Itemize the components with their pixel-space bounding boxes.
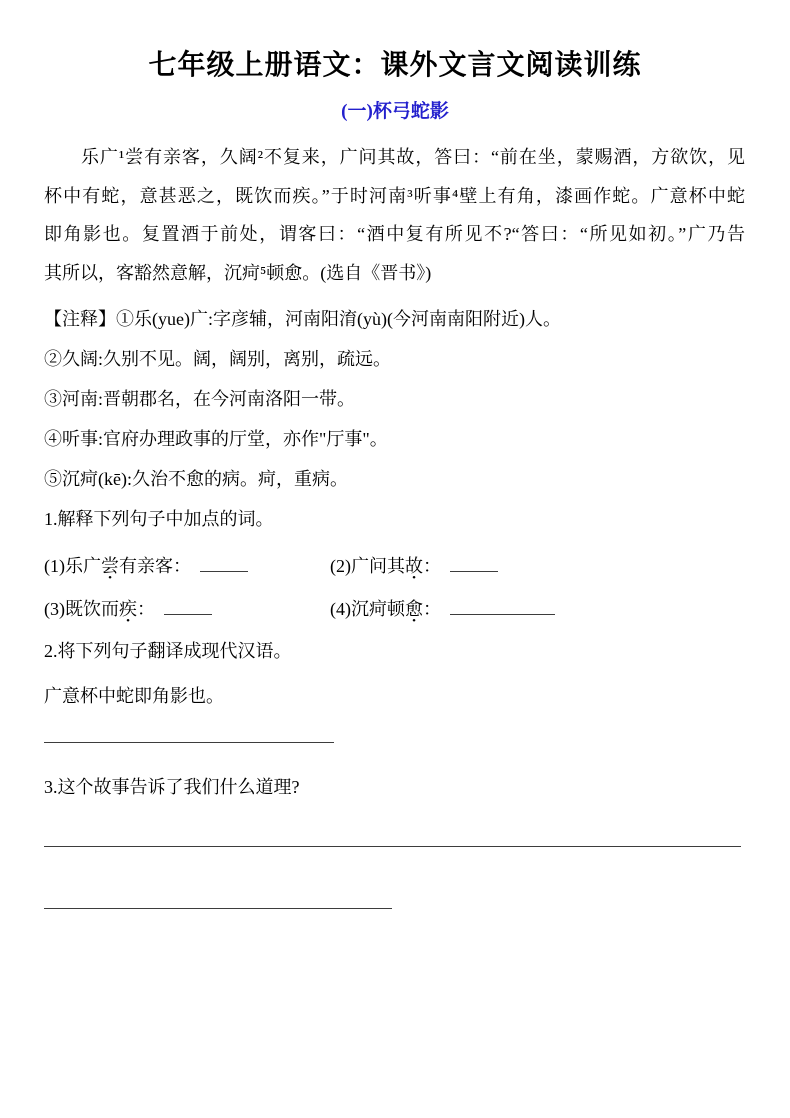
item-text: (1)乐广 [44, 556, 101, 576]
emphasized-char: 故 [405, 556, 423, 576]
note-3: ③河南:晋朝郡名，在今河南洛阳一带。 [44, 389, 355, 409]
question-1-row [44, 597, 745, 621]
note-4: ④听事:官府办理政事的厅堂，亦作"厅事"。 [44, 429, 388, 449]
annotations-section [44, 308, 745, 490]
item-text: ： [423, 599, 441, 619]
item-text: (3)既饮而 [44, 599, 119, 619]
emphasized-char: 疾 [119, 599, 137, 619]
question-1-item-1 [44, 554, 330, 578]
answer-line [44, 742, 334, 743]
emphasized-char: 尝 [101, 556, 119, 576]
question-1-item-2 [330, 554, 498, 578]
passage-line: 杯中有蛇，意甚恶之，既饮而疾。”于时河南³听事⁴壁上有角，漆画作蛇。广意杯中蛇 [44, 185, 745, 206]
answer-line [44, 846, 741, 847]
item-text: ： [137, 599, 155, 619]
note-1: 【注释】①乐(yue)广:字彦辅，河南阳淯(yù)(今河南南阳附近)人。 [44, 309, 561, 329]
question-2-prompt: 2.将下列句子翻译成现代汉语。 [44, 641, 292, 661]
answer-blank [200, 554, 248, 572]
answer-blank [450, 597, 555, 615]
question-1-prompt: 1.解释下列句子中加点的词。 [44, 509, 274, 529]
question-1-item-4 [330, 597, 555, 621]
classical-passage [44, 138, 745, 292]
item-text: ： [423, 556, 441, 576]
question-2-sentence: 广意杯中蛇即角影也。 [44, 686, 224, 706]
item-text: (2)广问其 [330, 556, 405, 576]
section-subtitle: (一)杯弓蛇影 [341, 101, 449, 122]
note-2: ②久阔:久别不见。阔，阔别，离别，疏远。 [44, 349, 391, 369]
passage-line: 乐广¹尝有亲客，久阔²不复来，广问其故，答曰：“前在坐，蒙赐酒，方欲饮，见 [81, 147, 745, 167]
answer-line [44, 908, 392, 909]
question-1-items [44, 554, 745, 621]
item-text: (4)沉疴顿 [330, 599, 405, 619]
answer-blank [164, 597, 212, 615]
question-1-row [44, 554, 745, 578]
question-3-prompt: 3.这个故事告诉了我们什么道理? [44, 777, 300, 797]
passage-line: 其所以，客豁然意解，沉疴⁵顿愈。(选自《晋书》) [44, 262, 432, 283]
passage-line: 即角影也。复置酒于前处，谓客曰：“酒中复有所见不?“答曰：“所见如初。”广乃告 [44, 224, 745, 244]
item-text: 有亲客： [119, 556, 191, 576]
question-1-item-3 [44, 597, 330, 621]
note-5: ⑤沉疴(kē):久治不愈的病。疴，重病。 [44, 469, 348, 489]
page-title: 七年级上册语文：课外文言文阅读训练 [148, 50, 642, 81]
emphasized-char: 愈 [405, 599, 423, 619]
answer-blank [450, 554, 498, 572]
